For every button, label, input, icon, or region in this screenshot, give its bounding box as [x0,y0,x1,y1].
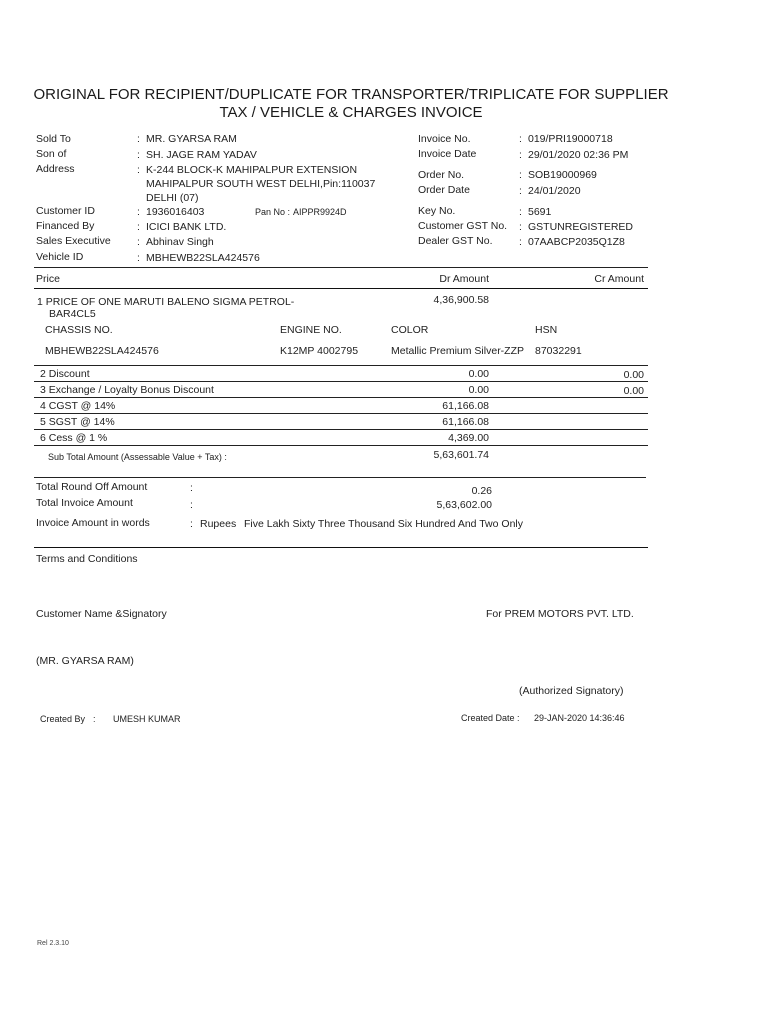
sold-to-label: Sold To [36,133,71,145]
column-header-dr-amount: Dr Amount [439,273,489,285]
column-header-cr-amount: Cr Amount [594,273,644,285]
order-no-label: Order No. [418,169,465,181]
invoice-total-label: Total Invoice Amount [36,497,133,509]
engine-label: ENGINE NO. [280,324,342,336]
pan-value: AIPPR9924D [293,207,347,217]
dealer-gst-label: Dealer GST No. [418,235,493,247]
line-item-label: 5 SGST @ 14% [40,416,115,428]
hsn-label: HSN [535,324,558,336]
color-label: COLOR [391,324,429,336]
invoice-heading-line1: ORIGINAL FOR RECIPIENT/DUPLICATE FOR TRANSPORTER/TRIPLICATE FOR SUPPLIER [33,86,669,103]
colon: : [137,149,140,161]
line-item-cr: 0.00 [623,369,644,381]
key-no-label: Key No. [418,205,456,217]
divider [34,429,648,430]
item-1-description: 1 PRICE OF ONE MARUTI BALENO SIGMA PETROL- [37,296,295,308]
line-item-cr: 0.00 [623,385,644,397]
authorized-signatory: (Authorized Signatory) [519,685,624,697]
order-date-label: Order Date [418,184,470,196]
line-item-dr: 61,166.08 [442,416,489,428]
column-header-price: Price [36,273,60,285]
terms-and-conditions: Terms and Conditions [36,553,138,565]
created-by-label: Created By [40,714,86,724]
colon: : [137,221,140,233]
pan-label: Pan No : [255,207,291,217]
customer-name: (MR. GYARSA RAM) [36,655,134,667]
company-signatory-label: For PREM MOTORS PVT. LTD. [486,608,634,620]
sales-executive-value: Abhinav Singh [146,236,214,248]
color-value: Metallic Premium Silver-ZZP [391,345,525,357]
key-no-value: 5691 [528,206,552,218]
divider [34,413,648,414]
item-1-description-cont: BAR4CL5 [49,308,96,320]
line-item-dr: 0.00 [468,368,489,380]
colon: : [137,164,140,176]
line-item-dr: 61,166.08 [442,400,489,412]
colon: : [519,169,522,181]
sold-to-value: MR. GYARSA RAM [146,133,237,145]
line-item-label: 4 CGST @ 14% [40,400,116,412]
created-date-label: Created Date : [461,713,520,723]
customer-signatory-label: Customer Name &Signatory [36,608,167,620]
colon: : [137,236,140,248]
line-item-label: 6 Cess @ 1 % [40,432,108,444]
colon: : [137,206,140,218]
colon: : [190,518,193,530]
colon: : [190,499,193,511]
colon: : [519,206,522,218]
son-of-label: Son of [36,148,67,160]
customer-gst-value: GSTUNREGISTERED [528,221,634,233]
divider [34,477,646,478]
address-line2: MAHIPALPUR SOUTH WEST DELHI,Pin:110037 [146,178,376,190]
invoice-date-label: Invoice Date [418,148,477,160]
round-off-amount: 0.26 [471,485,492,497]
divider [34,267,648,268]
invoice-heading-line2: TAX / VEHICLE & CHARGES INVOICE [219,104,483,121]
vehicle-id-value: MBHEWB22SLA424576 [146,252,260,264]
line-item-dr: 4,369.00 [448,432,489,444]
colon: : [137,252,140,264]
son-of-value: SH. JAGE RAM YADAV [146,149,257,161]
customer-id-value: 1936016403 [146,206,205,218]
colon: : [519,221,522,233]
rupees-prefix: Rupees [200,518,237,530]
divider [34,288,648,289]
amount-in-words: Five Lakh Sixty Three Thousand Six Hundred And Two Only [244,518,523,530]
vehicle-id-label: Vehicle ID [36,251,84,263]
divider [34,381,648,382]
colon: : [519,133,522,145]
subtotal-label: Sub Total Amount (Assessable Value + Tax) : [48,452,227,462]
hsn-value: 87032291 [535,345,582,357]
amount-in-words-label: Invoice Amount in words [36,517,150,529]
colon: : [137,133,140,145]
financed-by-value: ICICI BANK LTD. [146,221,227,233]
colon: : [519,236,522,248]
address-label: Address [36,163,75,175]
address-line3: DELHI (07) [146,192,199,204]
round-off-label: Total Round Off Amount [36,481,148,493]
customer-gst-label: Customer GST No. [418,220,508,232]
colon: : [93,714,96,724]
colon: : [519,149,522,161]
divider [34,365,648,366]
release-version: Rel 2.3.10 [37,940,69,947]
item-1-dr-amount: 4,36,900.58 [433,294,489,306]
order-no-value: SOB19000969 [528,169,597,181]
subtotal-amount: 5,63,601.74 [433,449,489,461]
financed-by-label: Financed By [36,220,95,232]
divider [34,397,648,398]
dealer-gst-value: 07AABCP2035Q1Z8 [528,236,625,248]
line-item-label: 2 Discount [40,368,90,380]
engine-value: K12MP 4002795 [280,345,359,357]
invoice-no-value: 019/PRI19000718 [528,133,613,145]
customer-id-label: Customer ID [36,205,95,217]
divider [34,445,648,446]
invoice-date-value: 29/01/2020 02:36 PM [528,149,629,161]
invoice-no-label: Invoice No. [418,133,471,145]
line-item-dr: 0.00 [468,384,489,396]
line-item-label: 3 Exchange / Loyalty Bonus Discount [40,384,214,396]
sales-executive-label: Sales Executive [36,235,111,247]
invoice-total-amount: 5,63,602.00 [436,499,492,511]
colon: : [190,482,193,494]
created-by-value: UMESH KUMAR [113,714,181,724]
chassis-label: CHASSIS NO. [45,324,113,336]
divider [34,547,648,548]
order-date-value: 24/01/2020 [528,185,581,197]
colon: : [519,185,522,197]
address-line1: K-244 BLOCK-K MAHIPALPUR EXTENSION [146,164,358,176]
chassis-value: MBHEWB22SLA424576 [45,345,159,357]
created-date-value: 29-JAN-2020 14:36:46 [534,713,625,723]
